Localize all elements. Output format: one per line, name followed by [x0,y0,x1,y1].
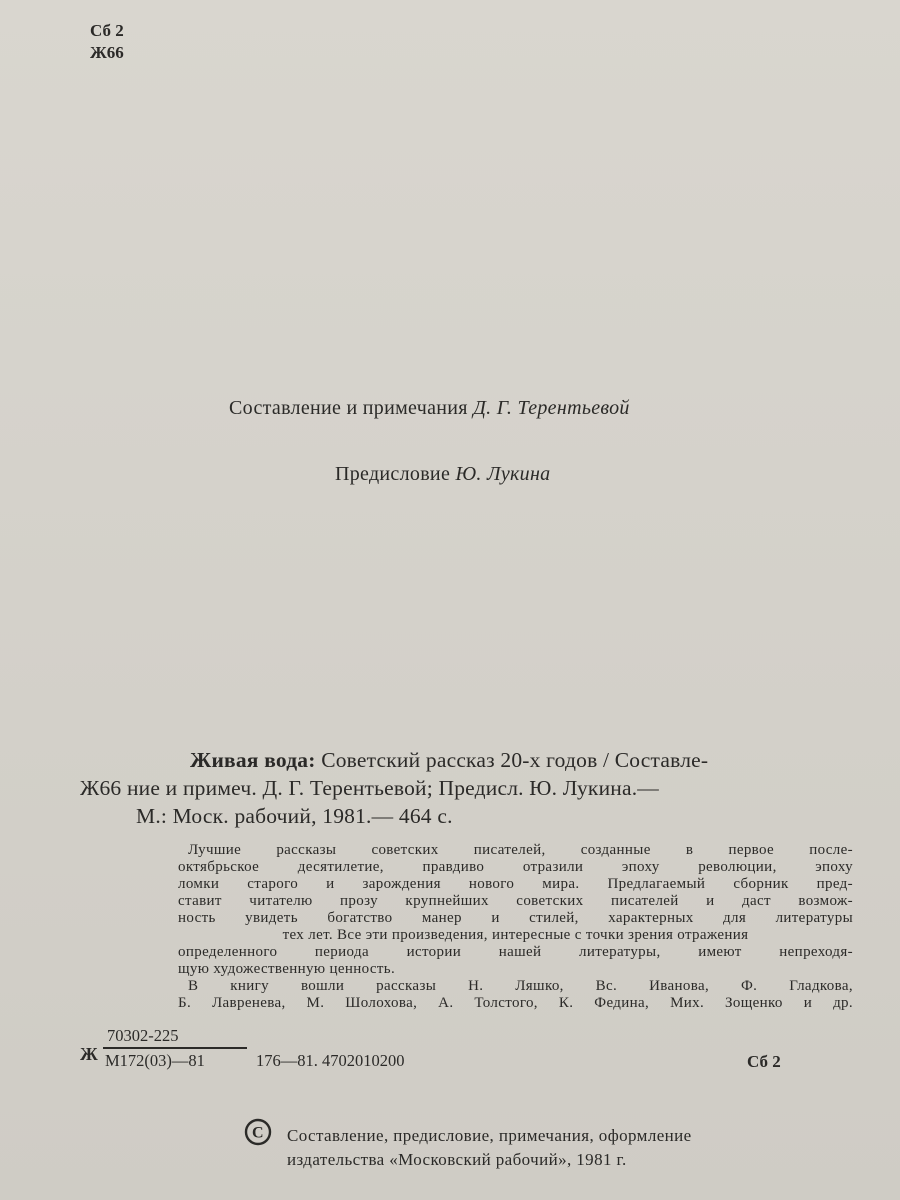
catalog-author-mark: Ж66 [80,776,122,800]
copyright-line1: Составление, предисловие, примечания, оформление [287,1126,692,1145]
compilation-credit [229,397,630,420]
shelf-code-line2: Ж66 [90,43,124,62]
copyright-symbol: C [252,1124,264,1142]
index-shelf-code: Сб 2 [747,1052,781,1071]
preface-name: Ю. Лукина [455,463,551,485]
annotation-line: ставит читателю прозу крупнейших советских писателей и даст возмож- [178,893,853,909]
annotation [178,842,853,1012]
annotation-line: щую художественную ценность. [178,961,396,977]
annotation-line: ность увидеть богатство манер и стилей, характерных для литературы [178,910,853,926]
index-rest: 176—81. 4702010200 [256,1051,405,1070]
preface-label: Предисловие [335,463,451,485]
index-letter: Ж [80,1044,98,1064]
catalog-line-1 [80,746,708,774]
catalog-line-2 [80,774,708,802]
catalog-record [80,746,708,830]
compilation-label: Составление и примечания [229,397,468,419]
annotation-line: Б. Лавренева, М. Шолохова, А. Толстого, К. Федина, Мих. Зощенко и др. [178,995,853,1011]
annotation-line: определенного периода истории нашей литературы, имеют непреходя- [178,944,853,960]
annotation-line: ломки старого и зарождения нового мира. Предлагаемый сборник пред- [178,876,853,892]
annotation-line: октябрьское десятилетие, правдиво отразили эпоху революции, эпоху [178,859,853,875]
catalog-line1-rest: Советский рассказ 20-х годов / Составле- [321,748,709,772]
annotation-line: Лучшие рассказы советских писателей, созданные в первое после- [188,842,853,858]
catalog-line2-text: ние и примеч. Д. Г. Терентьевой; Предисл. Ю. Лукина.— [126,776,660,800]
preface-credit [335,463,550,486]
copyright-line2: издательства «Московский рабочий», 1981 г. [287,1150,627,1169]
index-fraction [103,1026,247,1071]
copyright-text [287,1124,692,1172]
annotation-line: В книгу вошли рассказы Н. Ляшко, Вс. Иванова, Ф. Гладкова, [188,978,853,994]
shelf-code-line1: Сб 2 [90,21,124,40]
shelf-code [90,20,124,64]
compilation-name: Д. Г. Терентьевой [473,397,630,419]
copyright-icon [244,1118,272,1146]
catalog-title: Живая вода: [190,748,316,772]
annotation-line: тех лет. Все эти произведения, интересные с точки зрения отражения [282,927,749,943]
catalog-line-3: М.: Моск. рабочий, 1981.— 464 с. [136,804,453,828]
index-numerator: 70302-225 [107,1026,179,1045]
index-denominator: М172(03)—81 [105,1050,205,1070]
